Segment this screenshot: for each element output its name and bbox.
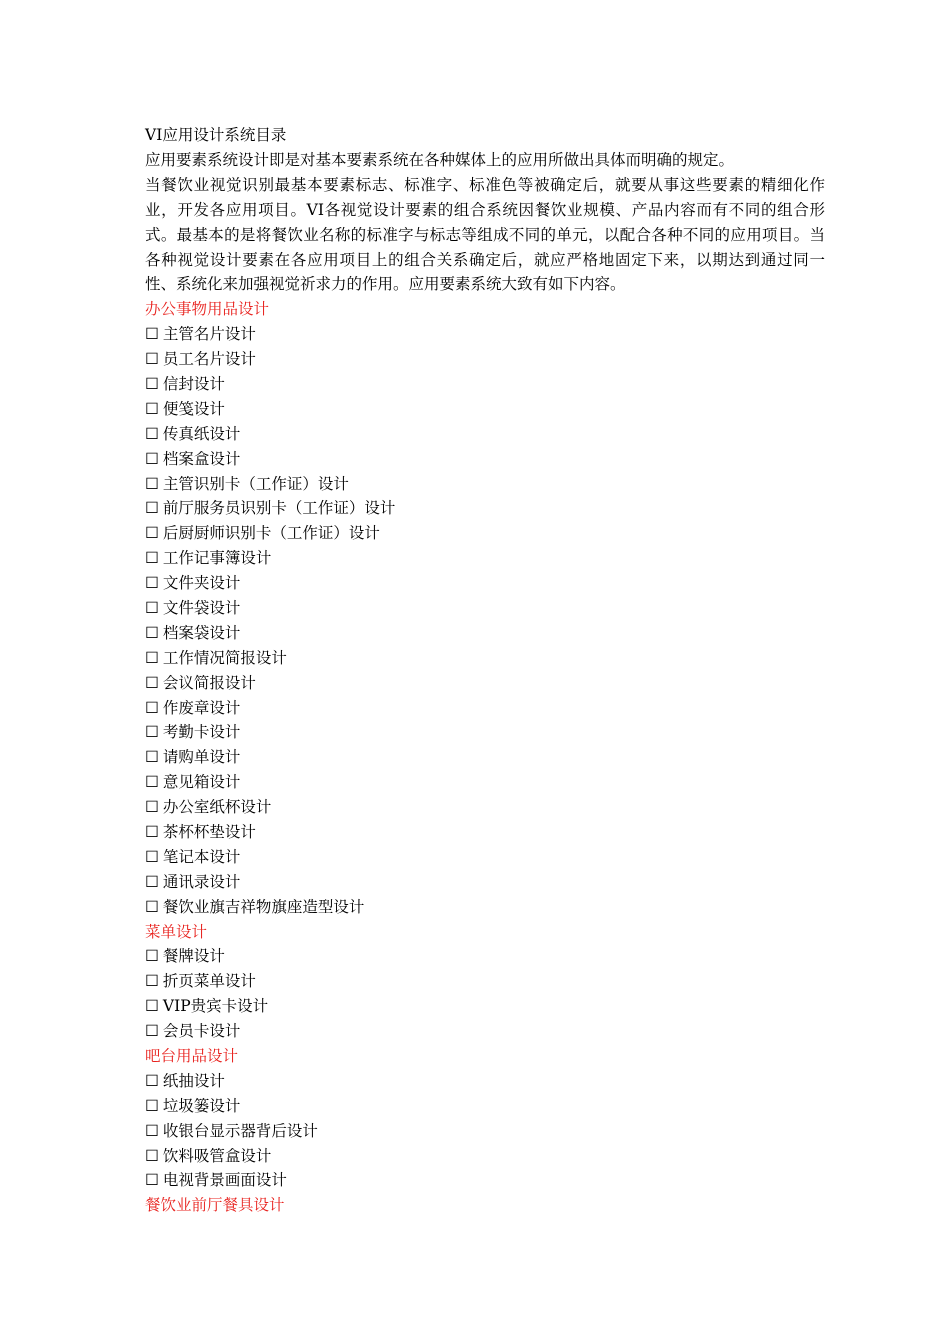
checkbox-icon: ☐ (145, 399, 159, 418)
list-item (145, 322, 825, 347)
checkbox-icon: ☐ (145, 872, 159, 891)
checkbox-icon: ☐ (145, 698, 159, 717)
list-item-label: 折页菜单设计 (162, 972, 256, 991)
checkbox-icon: ☐ (145, 549, 159, 568)
list-item-label: 工作记事簿设计 (162, 549, 272, 568)
description-paragraph: 当餐饮业视觉识别最基本要素标志、标准字、标准色等被确定后，就要从事这些要素的精细化作业，开发各应用项目。VI各视觉设计要素的组合系统因餐饮业规模、产品内容而有不同的组合形式。最基本的是将餐饮业名称的标准字与标志等组成不同的单元，以配合各种不同的应用项目。当各种视觉设计要素在各应用项目上的组合关系确定后，就应严格地固定下来，以期达到通过同一性、系统化来加强视觉祈求力的作用。应用要素系统大致有如下内容。 (145, 175, 825, 294)
checkbox-icon: ☐ (145, 424, 159, 443)
sections-container (145, 297, 825, 1218)
list-item (145, 347, 825, 372)
checkbox-icon: ☐ (145, 1096, 159, 1115)
list-item-label: 档案袋设计 (162, 623, 241, 642)
checkbox-icon: ☐ (145, 1071, 159, 1090)
checkbox-icon: ☐ (145, 648, 159, 667)
list-item (145, 596, 825, 621)
list-item (145, 895, 825, 920)
list-item (145, 795, 825, 820)
list-item (145, 969, 825, 994)
list-item (145, 1069, 825, 1094)
list-item (145, 447, 825, 472)
checkbox-icon: ☐ (145, 574, 159, 593)
list-item (145, 820, 825, 845)
list-item (145, 745, 825, 770)
list-item (145, 571, 825, 596)
list-item (145, 621, 825, 646)
list-item-label: 茶杯杯垫设计 (162, 823, 256, 842)
list-item-label: 前厅服务员识别卡（工作证）设计 (162, 499, 396, 518)
checkbox-icon: ☐ (145, 374, 159, 393)
list-item (145, 720, 825, 745)
checkbox-icon: ☐ (145, 1022, 159, 1041)
checkbox-icon: ☐ (145, 773, 159, 792)
list-item (145, 521, 825, 546)
checkbox-icon: ☐ (145, 897, 159, 916)
list-item-label: 作废章设计 (162, 698, 241, 717)
list-item (145, 546, 825, 571)
document-title: VI应用设计系统目录 (145, 126, 287, 144)
checkbox-icon: ☐ (145, 325, 159, 344)
list-item-label: 员工名片设计 (162, 350, 256, 369)
list-item-label: 信封设计 (162, 374, 225, 393)
checkbox-icon: ☐ (145, 449, 159, 468)
list-item (145, 696, 825, 721)
list-item-label: 主管名片设计 (162, 325, 256, 344)
list-item-label: VIP贵宾卡设计 (162, 997, 269, 1016)
checkbox-icon: ☐ (145, 1146, 159, 1165)
checkbox-icon: ☐ (145, 947, 159, 966)
list-item-label: 文件袋设计 (162, 599, 241, 617)
checkbox-icon: ☐ (145, 798, 159, 817)
list-item (145, 994, 825, 1019)
checkbox-icon: ☐ (145, 599, 159, 617)
section-heading: 办公事物用品设计 (145, 300, 270, 319)
checkbox-icon: ☐ (145, 350, 159, 369)
intro-paragraph: 应用要素系统设计即是对基本要素系统在各种媒体上的应用所做出具体而明确的规定。 (145, 150, 735, 169)
list-item (145, 397, 825, 422)
list-item (145, 422, 825, 447)
checkbox-icon: ☐ (145, 972, 159, 991)
list-item-label: 办公室纸杯设计 (162, 798, 272, 817)
list-item-label: 主管识别卡（工作证）设计 (162, 474, 349, 493)
list-item-label: 餐饮业旗吉祥物旗座造型设计 (162, 897, 365, 916)
list-item-label: 传真纸设计 (162, 424, 241, 443)
list-item (145, 1094, 825, 1119)
list-item (145, 1119, 825, 1144)
list-item (145, 870, 825, 895)
section-heading: 菜单设计 (145, 922, 208, 941)
checkbox-icon: ☐ (145, 997, 159, 1016)
checkbox-icon: ☐ (145, 499, 159, 518)
list-item-label: 档案盒设计 (162, 449, 241, 468)
checkbox-icon: ☐ (145, 1171, 159, 1190)
list-item (145, 944, 825, 969)
list-item-label: 垃圾篓设计 (162, 1096, 241, 1115)
checkbox-icon: ☐ (145, 748, 159, 767)
list-item-label: 考勤卡设计 (162, 723, 241, 742)
list-item (145, 671, 825, 696)
list-item-label: 笔记本设计 (162, 847, 241, 866)
list-item (145, 1168, 825, 1193)
document-page (145, 123, 825, 1218)
checkbox-icon: ☐ (145, 823, 159, 842)
checkbox-icon: ☐ (145, 673, 159, 692)
list-item-label: 会员卡设计 (162, 1022, 241, 1041)
section-heading: 餐饮业前厅餐具设计 (145, 1196, 285, 1215)
section-heading: 吧台用品设计 (145, 1047, 239, 1066)
checkbox-icon: ☐ (145, 623, 159, 642)
list-item-label: 通讯录设计 (162, 872, 241, 891)
list-item-label: 请购单设计 (162, 748, 241, 767)
list-item (145, 472, 825, 497)
list-item (145, 372, 825, 397)
list-item (145, 646, 825, 671)
list-item-label: 文件夹设计 (162, 574, 241, 593)
list-item-label: 意见箱设计 (162, 773, 241, 792)
list-item (145, 1019, 825, 1044)
list-item-label: 会议简报设计 (162, 673, 256, 692)
checkbox-icon: ☐ (145, 524, 159, 543)
list-item (145, 770, 825, 795)
list-item-label: 餐牌设计 (162, 947, 225, 966)
checkbox-icon: ☐ (145, 1121, 159, 1140)
list-item-label: 饮料吸管盒设计 (162, 1146, 272, 1165)
list-item (145, 496, 825, 521)
checkbox-icon: ☐ (145, 847, 159, 866)
list-item (145, 845, 825, 870)
checkbox-icon: ☐ (145, 723, 159, 742)
list-item (145, 1144, 825, 1169)
list-item-label: 收银台显示器背后设计 (162, 1121, 318, 1140)
checkbox-icon: ☐ (145, 474, 159, 493)
list-item-label: 电视背景画面设计 (162, 1171, 287, 1190)
list-item-label: 后厨厨师识别卡（工作证）设计 (162, 524, 380, 543)
list-item-label: 纸抽设计 (162, 1071, 225, 1090)
list-item-label: 工作情况简报设计 (162, 648, 287, 667)
list-item-label: 便笺设计 (162, 399, 225, 418)
